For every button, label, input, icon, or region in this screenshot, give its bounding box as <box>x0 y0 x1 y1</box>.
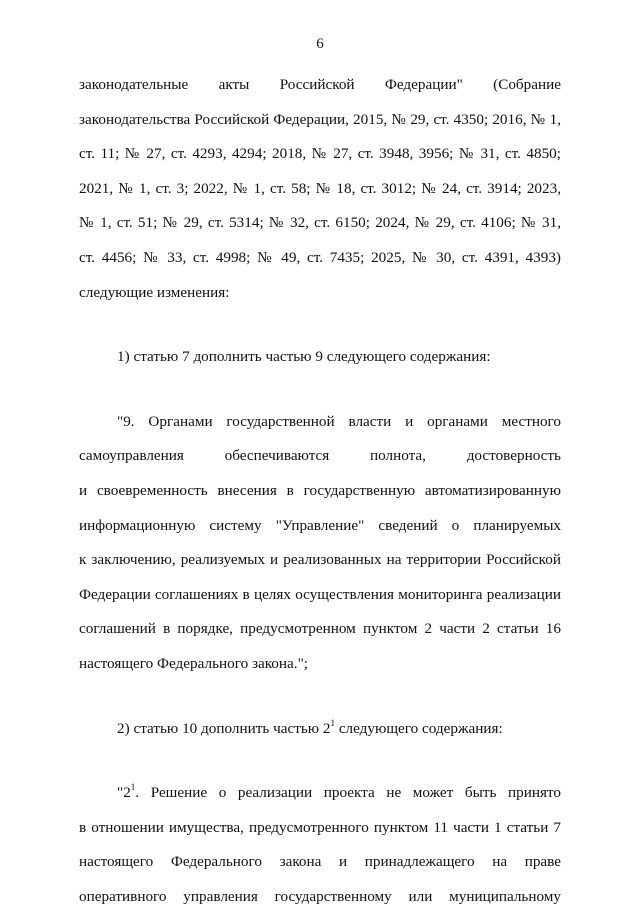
superscript: 1 <box>330 717 336 728</box>
quote-line: Федерации соглашениях в целях осуществления мониторинга реализации <box>79 585 561 603</box>
amendment-item-1: 1) статью 7 дополнить частью 9 следующего содержания: <box>117 348 491 366</box>
text-line: законодательства Российской Федерации, 2015, № 29, ст. 4350; 2016, № 1, <box>79 110 561 128</box>
quote-line: соглашений в порядке, предусмотренном пунктом 2 части 2 статьи 16 <box>79 620 561 638</box>
page-number: 6 <box>316 36 324 52</box>
quote-line: к заключению, реализуемых и реализованных на территории Российской <box>79 551 561 569</box>
item2-text: 2) статью 10 дополнить частью 2 <box>117 719 331 737</box>
text-line: № 1, ст. 51; № 29, ст. 5314; № 32, ст. 6150; 2024, № 29, ст. 4106; № 31, <box>79 214 561 232</box>
quote-line <box>79 776 561 811</box>
quote-line: оперативного управления государственному или муниципальному <box>79 887 561 905</box>
quote-line: "9. Органами государственной власти и органами местного <box>117 412 561 430</box>
quote-line: информационную систему "Управление" сведений о планируемых <box>79 516 561 534</box>
superscript: 1 <box>130 782 136 793</box>
text-line: ст. 11; № 27, ст. 4293, 4294; 2018, № 27, ст. 3948, 3956; № 31, ст. 4850; <box>79 145 561 163</box>
amendment-item-2 <box>79 712 561 747</box>
quote-line: настоящего Федерального закона."; <box>79 654 308 672</box>
text-line: следующие изменения: <box>79 283 230 301</box>
quote-line: настоящего Федерального закона и принадлежащего на праве <box>79 853 561 871</box>
text-line: ст. 4456; № 33, ст. 4998; № 49, ст. 7435; 2025, № 30, ст. 4391, 4393) <box>79 248 561 266</box>
quote2-open: "2 <box>117 784 131 802</box>
document-body <box>79 68 561 914</box>
text-line: законодательные акты Российской Федерации" (Собрание <box>79 76 561 93</box>
quote-line: в отношении имущества, предусмотренного пунктом 11 части 1 статьи 7 <box>79 818 561 836</box>
quote2-first-rest: . Решение о реализации проекта не может быть принято <box>135 784 561 802</box>
item2-text-rest: следующего содержания: <box>335 719 503 737</box>
quote-line: самоуправления обеспечиваются полнота, достоверность <box>79 447 561 465</box>
quote-line: и своевременность внесения в государственную автоматизированную <box>79 481 561 499</box>
text-line: 2021, № 1, ст. 3; 2022, № 1, ст. 58; № 18, ст. 3012; № 24, ст. 3914; 2023, <box>79 179 561 197</box>
